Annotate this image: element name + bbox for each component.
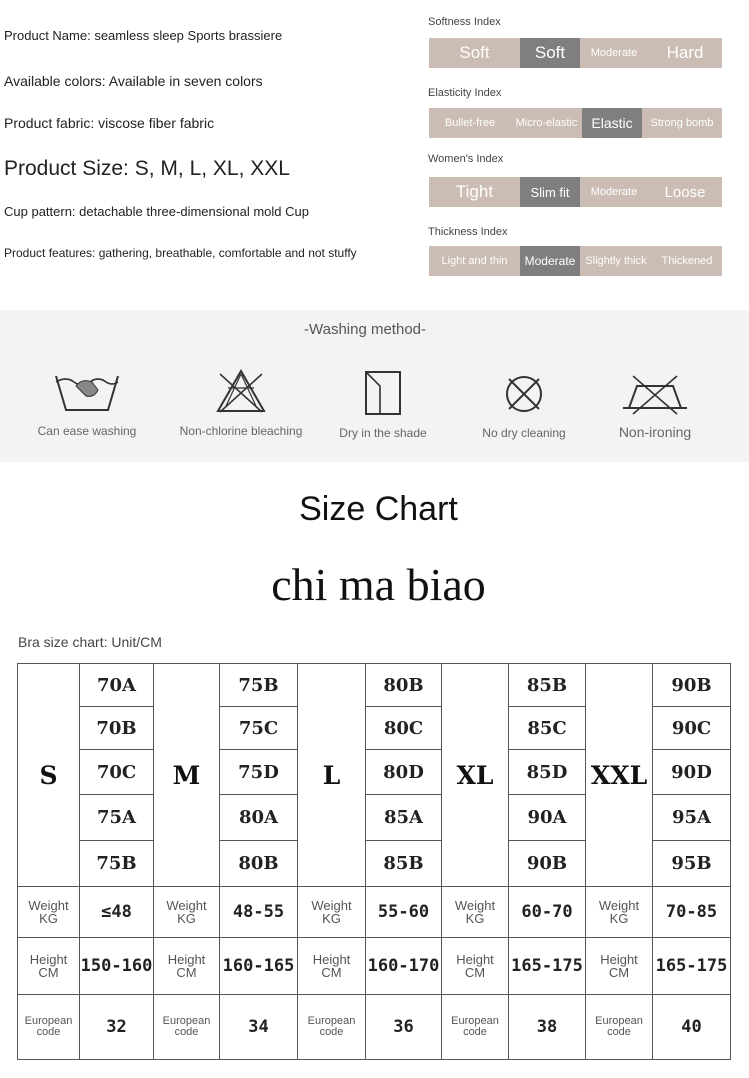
softness-option: Moderate xyxy=(590,47,638,59)
weight-value: 48-55 xyxy=(220,887,298,938)
height-label-cell xyxy=(586,938,653,995)
european-value: 40 xyxy=(653,995,731,1060)
cup-cell: 90A xyxy=(509,795,586,841)
weight-label-cell xyxy=(154,887,220,938)
washing-title: -Washing method- xyxy=(304,321,426,338)
height-label: Height xyxy=(456,952,494,967)
weight-label-cell xyxy=(586,887,653,938)
cup-cell: 90C xyxy=(653,707,731,750)
european-row xyxy=(18,995,731,1060)
size-chart-subtitle: chi ma biao xyxy=(271,559,486,610)
european-code-label: code xyxy=(607,1026,631,1038)
cup-cell: 70C xyxy=(80,750,154,795)
height-label-cell xyxy=(18,938,80,995)
elasticity-option: Micro-elastic xyxy=(515,117,578,129)
weight-label: Weight xyxy=(166,898,207,913)
weight-label: Weight xyxy=(598,898,640,913)
weight-unit: KG xyxy=(322,911,341,926)
cup-cell: 85A xyxy=(366,795,442,841)
weight-value: 70-85 xyxy=(653,887,731,938)
weight-label: Weight xyxy=(311,898,352,913)
european-label-cell xyxy=(154,995,220,1060)
softness-option: Hard xyxy=(666,43,704,62)
size-cell: S xyxy=(18,664,80,887)
product-cup: Cup pattern: detachable three-dimensional mold Cup xyxy=(4,204,309,219)
wash-label: Dry in the shade xyxy=(339,426,427,440)
height-value: 160-170 xyxy=(366,938,442,995)
european-value: 34 xyxy=(220,995,298,1060)
height-label-cell xyxy=(298,938,366,995)
wash-item-no-bleach xyxy=(166,368,316,438)
european-label: European xyxy=(595,1015,643,1027)
cup-cell: 80D xyxy=(366,750,442,795)
weight-unit: KG xyxy=(609,911,629,926)
softness-index-label: Softness Index xyxy=(428,16,501,28)
cup-cell: 85B xyxy=(366,841,442,887)
size-cell: L xyxy=(298,664,366,887)
height-unit: CM xyxy=(38,965,59,980)
european-code-label: code xyxy=(36,1026,61,1038)
product-name: Product Name: seamless sleep Sports brassiere xyxy=(4,28,283,43)
height-value: 150-160 xyxy=(80,938,154,995)
wash-item-no-dry-clean xyxy=(449,368,599,440)
weight-value: 55-60 xyxy=(366,887,442,938)
softness-option-selected: Soft xyxy=(520,38,580,68)
height-unit: CM xyxy=(464,965,486,980)
wash-label: Can ease washing xyxy=(37,424,137,438)
no-dry-clean-icon xyxy=(489,368,559,416)
weight-label: Weight xyxy=(454,898,496,913)
height-unit: CM xyxy=(321,965,342,980)
height-label-cell xyxy=(442,938,509,995)
cup-cell: 90B xyxy=(653,664,731,707)
weight-value: ≤48 xyxy=(80,887,154,938)
height-value: 160-165 xyxy=(220,938,298,995)
size-chart-unit: Bra size chart: Unit/CM xyxy=(18,634,162,650)
size-cell: XL xyxy=(442,664,509,887)
elasticity-index-label: Elasticity Index xyxy=(428,87,502,99)
height-label-cell xyxy=(154,938,220,995)
height-row xyxy=(18,938,731,995)
shade-dry-icon xyxy=(348,368,418,416)
weight-label-cell xyxy=(18,887,80,938)
wash-label: No dry cleaning xyxy=(482,426,566,440)
height-label: Height xyxy=(167,952,206,967)
european-value: 32 xyxy=(80,995,154,1060)
thickness-index-bar xyxy=(429,246,722,276)
size-chart-title: Size Chart xyxy=(299,490,458,528)
cup-cell: 80B xyxy=(366,664,442,707)
european-label-cell xyxy=(18,995,80,1060)
size-table xyxy=(17,663,731,1060)
no-bleach-icon xyxy=(206,368,276,414)
elasticity-index-bar xyxy=(429,108,722,138)
weight-label-cell xyxy=(442,887,509,938)
product-features: Product features: gathering, breathable, comfortable and not stuffy xyxy=(4,246,357,260)
softness-option: Soft xyxy=(459,43,490,62)
height-label: Height xyxy=(312,952,351,967)
cup-cell: 75C xyxy=(220,707,298,750)
european-code-label: code xyxy=(319,1026,344,1038)
thickness-option-selected: Moderate xyxy=(520,246,580,276)
european-value: 38 xyxy=(509,995,586,1060)
european-value: 36 xyxy=(366,995,442,1060)
product-colors: Available colors: Available in seven colors xyxy=(4,73,263,89)
size-cell: XXL xyxy=(586,664,653,887)
cup-cell: 85C xyxy=(509,707,586,750)
height-label: Height xyxy=(29,952,68,967)
european-label: European xyxy=(307,1015,356,1027)
cup-cell: 95A xyxy=(653,795,731,841)
elasticity-option: Strong bomb xyxy=(650,117,714,129)
product-size: Product Size: S, M, L, XL, XXL xyxy=(4,157,290,180)
thickness-option: Slightly thick xyxy=(585,255,647,267)
european-label-cell xyxy=(442,995,509,1060)
wash-item-no-iron xyxy=(580,372,730,440)
european-label: European xyxy=(24,1015,73,1027)
cup-cell: 70B xyxy=(80,707,154,750)
womens-option: Loose xyxy=(664,183,706,201)
cup-cell: 80B xyxy=(220,841,298,887)
european-label: European xyxy=(451,1015,499,1027)
elasticity-option-selected: Elastic xyxy=(582,108,642,138)
wash-item-hand-wash xyxy=(12,368,162,438)
cup-cell: 75B xyxy=(80,841,154,887)
weight-value: 60-70 xyxy=(509,887,586,938)
european-code-label: code xyxy=(174,1026,199,1038)
thickness-option: Thickened xyxy=(661,255,713,267)
cup-cell: 80C xyxy=(366,707,442,750)
cup-cell: 75A xyxy=(80,795,154,841)
wash-item-shade-dry xyxy=(308,368,458,440)
womens-option: Tight xyxy=(455,182,494,201)
no-iron-icon xyxy=(615,372,695,416)
cup-cell: 90B xyxy=(509,841,586,887)
thickness-option: Light and thin xyxy=(441,255,508,267)
european-code-label: code xyxy=(463,1026,487,1038)
size-cell: M xyxy=(154,664,220,887)
weight-label: Weight xyxy=(28,898,69,913)
cup-cell: 80A xyxy=(220,795,298,841)
european-label: European xyxy=(162,1015,211,1027)
european-label-cell xyxy=(586,995,653,1060)
hand-wash-icon xyxy=(52,368,122,414)
cup-cell: 75B xyxy=(220,664,298,707)
cup-cell: 85D xyxy=(509,750,586,795)
womens-option: Moderate xyxy=(590,186,638,198)
weight-unit: KG xyxy=(39,911,58,926)
weight-row xyxy=(18,887,731,938)
elasticity-option: Bullet-free xyxy=(444,117,496,129)
height-unit: CM xyxy=(176,965,197,980)
weight-unit: KG xyxy=(177,911,196,926)
table-row xyxy=(18,664,731,707)
cup-cell: 70A xyxy=(80,664,154,707)
weight-label-cell xyxy=(298,887,366,938)
european-label-cell xyxy=(298,995,366,1060)
womens-index-bar xyxy=(429,177,722,207)
thickness-index-label: Thickness Index xyxy=(428,226,508,238)
cup-cell: 90D xyxy=(653,750,731,795)
softness-index-bar xyxy=(429,38,722,68)
cup-cell: 75D xyxy=(220,750,298,795)
cup-cell: 95B xyxy=(653,841,731,887)
cup-cell: 85B xyxy=(509,664,586,707)
womens-option-selected: Slim fit xyxy=(520,177,580,207)
height-label: Height xyxy=(600,952,638,967)
height-value: 165-175 xyxy=(653,938,731,995)
womens-index-label: Women's Index xyxy=(428,153,504,165)
product-fabric: Product fabric: viscose fiber fabric xyxy=(4,115,215,131)
wash-label: Non-ironing xyxy=(618,424,692,440)
wash-label: Non-chlorine bleaching xyxy=(179,424,303,438)
weight-unit: KG xyxy=(465,911,485,926)
height-unit: CM xyxy=(608,965,630,980)
height-value: 165-175 xyxy=(509,938,586,995)
